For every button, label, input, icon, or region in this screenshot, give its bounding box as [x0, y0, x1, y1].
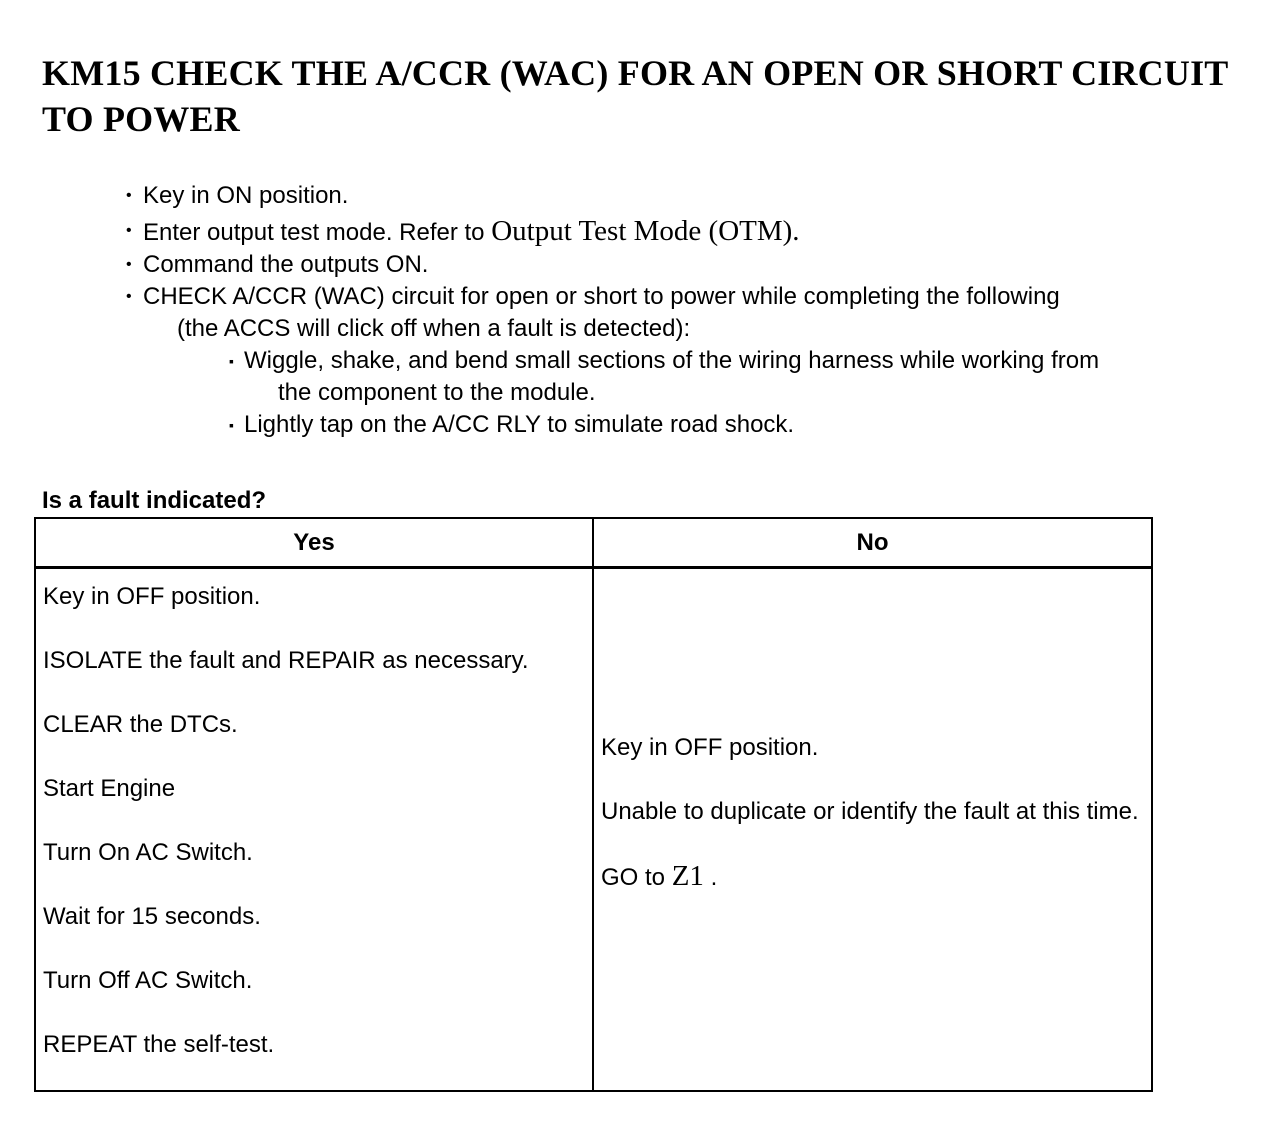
header-yes: Yes — [35, 518, 593, 568]
step-text: Command the outputs ON. — [143, 251, 429, 278]
step-command-outputs — [126, 249, 1266, 281]
otm-reference-link[interactable]: Output Test Mode (OTM) — [491, 215, 793, 247]
yes-step-start-engine: Start Engine — [43, 775, 176, 802]
yes-step-repeat: REPEAT the self-test. — [43, 1031, 275, 1058]
sub-step-text: Lightly tap on the A/CC RLY to simulate road shock. — [244, 411, 795, 438]
no-cell — [593, 568, 1152, 1092]
result-table — [34, 517, 1153, 1092]
step-text: CHECK A/CCR (WAC) circuit for open or short to power while completing the following — [143, 283, 1060, 310]
yes-cell — [35, 568, 593, 1092]
table-row — [35, 568, 1152, 1092]
header-no: No — [593, 518, 1152, 568]
bullet-icon: • — [126, 222, 132, 239]
yes-step-isolate: ISOLATE the fault and REPAIR as necessary. — [43, 647, 529, 674]
sub-step-wiggle — [227, 345, 1266, 409]
sub-step-text-continued: the component to the module. — [278, 379, 596, 406]
table-header-row — [35, 518, 1152, 568]
step-enter-otm — [126, 215, 1266, 249]
goto-text: GO to — [601, 864, 672, 891]
page-title: KM15 CHECK THE A/CCR (WAC) FOR AN OPEN OR SHORT CIRCUIT TO POWER — [42, 53, 1228, 139]
yes-step-wait: Wait for 15 seconds. — [43, 903, 261, 930]
no-step-key-off: Key in OFF position. — [601, 734, 819, 761]
no-step-unable: Unable to duplicate or identify the fault at this time. — [601, 798, 1139, 825]
step-text-continued: (the ACCS will click off when a fault is detected): — [177, 315, 691, 342]
fault-question: Is a fault indicated? — [42, 487, 267, 514]
sub-step-text: Wiggle, shake, and bend small sections of the wiring harness while working from — [244, 347, 1100, 374]
square-bullet-icon: ▪ — [229, 353, 234, 369]
z1-reference-link[interactable]: Z1 — [671, 860, 704, 892]
no-step-goto — [601, 860, 1145, 894]
sub-step-list — [143, 345, 1266, 441]
sub-step-tap — [227, 409, 1266, 441]
yes-step-ac-on: Turn On AC Switch. — [43, 839, 253, 866]
step-text: Key in ON position. — [143, 182, 349, 209]
yes-step-key-off: Key in OFF position. — [43, 583, 261, 610]
yes-step-clear-dtcs: CLEAR the DTCs. — [43, 711, 238, 738]
step-check-circuit — [126, 281, 1266, 441]
step-text-end: . — [792, 215, 800, 247]
goto-text-end: . — [703, 864, 718, 891]
step-key-on — [126, 180, 1266, 212]
yes-step-ac-off: Turn Off AC Switch. — [43, 967, 253, 994]
bullet-icon: • — [126, 187, 132, 204]
step-text: Enter output test mode. Refer to — [143, 219, 492, 246]
square-bullet-icon: ▪ — [229, 417, 234, 433]
step-list — [126, 180, 1266, 441]
bullet-icon: • — [126, 256, 132, 273]
bullet-icon: • — [126, 288, 132, 305]
